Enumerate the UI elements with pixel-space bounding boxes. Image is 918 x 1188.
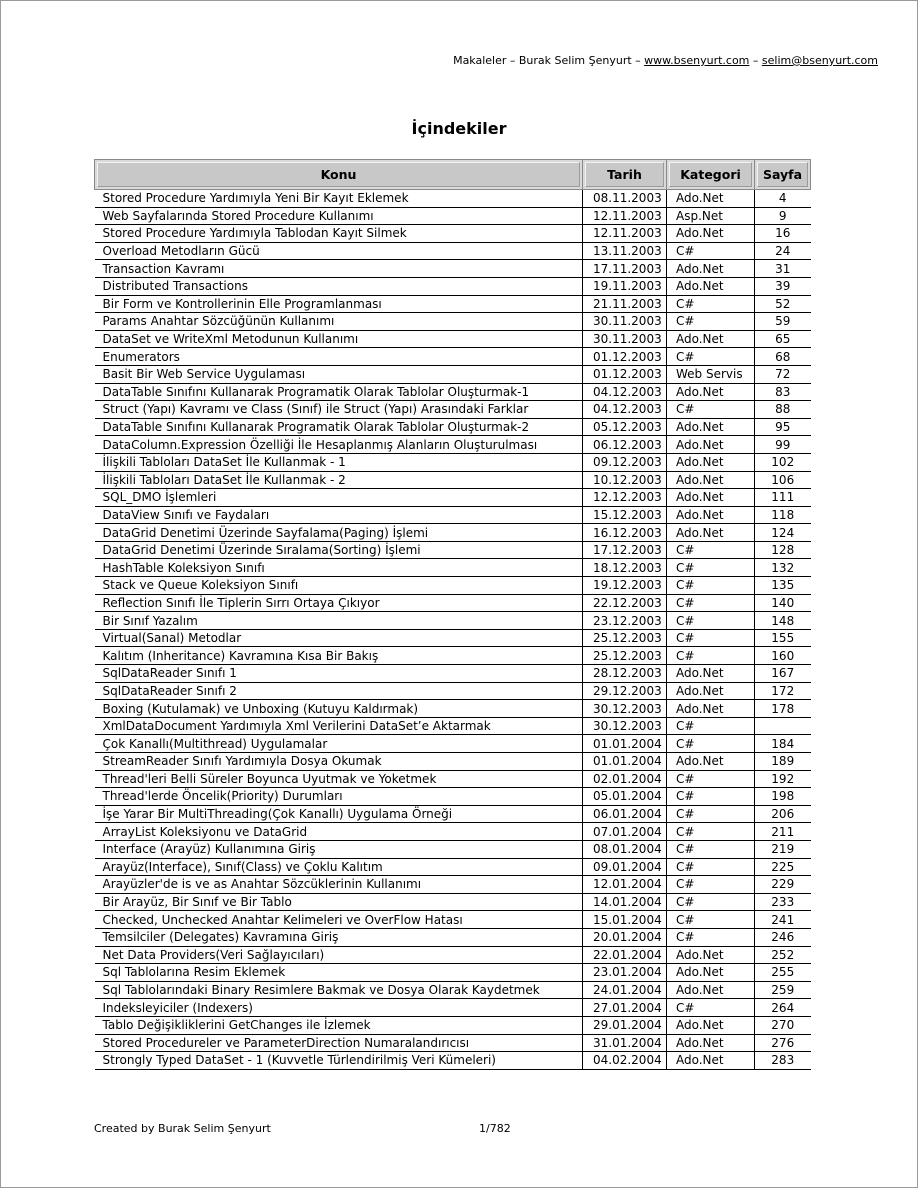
header-prefix: Makaleler – Burak Selim Şenyurt – <box>453 54 645 67</box>
table-row <box>95 383 811 401</box>
row-page-number: 124 <box>755 524 811 542</box>
row-date: 10.12.2003 <box>583 471 667 489</box>
row-topic: Overload Metodların Gücü <box>95 242 583 260</box>
row-page-number: 140 <box>755 594 811 612</box>
row-page-number: 118 <box>755 506 811 524</box>
table-row <box>95 770 811 788</box>
row-category: Web Servis <box>667 365 755 383</box>
row-date: 20.01.2004 <box>583 928 667 946</box>
row-page-number: 9 <box>755 207 811 225</box>
table-row <box>95 893 811 911</box>
row-category: C# <box>667 911 755 929</box>
row-topic: SQL_DMO İşlemleri <box>95 489 583 507</box>
row-topic: İlişkili Tabloları DataSet İle Kullanmak - 1 <box>95 453 583 471</box>
row-category: Ado.Net <box>667 436 755 454</box>
row-date: 08.11.2003 <box>583 190 667 208</box>
row-topic: Reflection Sınıfı İle Tiplerin Sırrı Ortaya Çıkıyor <box>95 594 583 612</box>
row-topic: Net Data Providers(Veri Sağlayıcıları) <box>95 946 583 964</box>
table-row <box>95 260 811 278</box>
table-row <box>95 753 811 771</box>
row-page-number: 31 <box>755 260 811 278</box>
header-topic-label: Konu <box>97 162 580 187</box>
row-topic: DataGrid Denetimi Üzerinde Sayfalama(Paging) İşlemi <box>95 524 583 542</box>
row-category: Ado.Net <box>667 383 755 401</box>
row-topic: Distributed Transactions <box>95 277 583 295</box>
row-page-number <box>755 717 811 735</box>
row-page-number: 106 <box>755 471 811 489</box>
header-page-label: Sayfa <box>757 162 808 187</box>
table-row <box>95 489 811 507</box>
row-topic: Arayüzler'de is ve as Anahtar Sözcüklerinin Kullanımı <box>95 876 583 894</box>
row-page-number: 229 <box>755 876 811 894</box>
column-header-date <box>583 160 667 190</box>
row-page-number: 178 <box>755 700 811 718</box>
row-date: 22.01.2004 <box>583 946 667 964</box>
row-page-number: 111 <box>755 489 811 507</box>
row-topic: Stored Procedureler ve ParameterDirection Numaralandırıcısı <box>95 1034 583 1052</box>
row-topic: Kalıtım (Inheritance) Kavramına Kısa Bir Bakış <box>95 647 583 665</box>
row-page-number: 192 <box>755 770 811 788</box>
row-category: C# <box>667 559 755 577</box>
row-topic: Temsilciler (Delegates) Kavramına Giriş <box>95 928 583 946</box>
row-category: Ado.Net <box>667 418 755 436</box>
table-row <box>95 242 811 260</box>
row-date: 14.01.2004 <box>583 893 667 911</box>
row-topic: DataGrid Denetimi Üzerinde Sıralama(Sorting) İşlemi <box>95 541 583 559</box>
row-page-number: 172 <box>755 682 811 700</box>
header-date-label: Tarih <box>585 162 664 187</box>
row-page-number: 241 <box>755 911 811 929</box>
row-page-number: 68 <box>755 348 811 366</box>
table-row <box>95 295 811 313</box>
row-category: C# <box>667 823 755 841</box>
table-row <box>95 524 811 542</box>
table-row <box>95 559 811 577</box>
row-page-number: 39 <box>755 277 811 295</box>
row-category: Ado.Net <box>667 665 755 683</box>
table-row <box>95 665 811 683</box>
row-date: 01.12.2003 <box>583 348 667 366</box>
row-page-number: 167 <box>755 665 811 683</box>
row-topic: Bir Form ve Kontrollerinin Elle Programlanması <box>95 295 583 313</box>
row-category: C# <box>667 858 755 876</box>
row-category: C# <box>667 629 755 647</box>
row-category: Ado.Net <box>667 524 755 542</box>
table-row <box>95 277 811 295</box>
row-category: C# <box>667 735 755 753</box>
row-page-number: 88 <box>755 401 811 419</box>
row-date: 02.01.2004 <box>583 770 667 788</box>
row-date: 12.12.2003 <box>583 489 667 507</box>
table-row <box>95 365 811 383</box>
row-topic: Params Anahtar Sözcüğünün Kullanımı <box>95 313 583 331</box>
row-date: 04.12.2003 <box>583 401 667 419</box>
row-page-number: 132 <box>755 559 811 577</box>
row-page-number: 206 <box>755 805 811 823</box>
row-topic: DataTable Sınıfını Kullanarak Programatik Olarak Tablolar Oluşturmak-2 <box>95 418 583 436</box>
row-topic: Çok Kanallı(Multithread) Uygulamalar <box>95 735 583 753</box>
table-row <box>95 682 811 700</box>
row-date: 15.01.2004 <box>583 911 667 929</box>
row-topic: Sql Tablolarındaki Binary Resimlere Bakmak ve Dosya Olarak Kaydetmek <box>95 981 583 999</box>
row-category: Ado.Net <box>667 277 755 295</box>
row-date: 04.12.2003 <box>583 383 667 401</box>
table-row <box>95 858 811 876</box>
row-page-number: 198 <box>755 788 811 806</box>
table-row <box>95 612 811 630</box>
row-page-number: 65 <box>755 330 811 348</box>
row-date: 08.01.2004 <box>583 840 667 858</box>
table-row <box>95 594 811 612</box>
row-topic: Thread'leri Belli Süreler Boyunca Uyutmak ve Yoketmek <box>95 770 583 788</box>
table-row <box>95 541 811 559</box>
row-date: 30.12.2003 <box>583 717 667 735</box>
row-page-number: 259 <box>755 981 811 999</box>
row-page-number: 219 <box>755 840 811 858</box>
row-category: Ado.Net <box>667 964 755 982</box>
table-row <box>95 717 811 735</box>
row-topic: Checked, Unchecked Anahtar Kelimeleri ve OverFlow Hatası <box>95 911 583 929</box>
row-category: Ado.Net <box>667 682 755 700</box>
row-category: Ado.Net <box>667 946 755 964</box>
row-date: 13.11.2003 <box>583 242 667 260</box>
row-topic: Bir Sınıf Yazalım <box>95 612 583 630</box>
row-page-number: 211 <box>755 823 811 841</box>
row-category: C# <box>667 577 755 595</box>
row-date: 06.01.2004 <box>583 805 667 823</box>
row-category: C# <box>667 717 755 735</box>
row-topic: DataTable Sınıfını Kullanarak Programatik Olarak Tablolar Oluşturmak-1 <box>95 383 583 401</box>
row-category: C# <box>667 348 755 366</box>
table-row <box>95 981 811 999</box>
row-page-number: 128 <box>755 541 811 559</box>
row-date: 15.12.2003 <box>583 506 667 524</box>
table-row <box>95 436 811 454</box>
footer-page-number: 1/782 <box>479 1122 511 1135</box>
table-row <box>95 823 811 841</box>
row-page-number: 255 <box>755 964 811 982</box>
row-category: Ado.Net <box>667 700 755 718</box>
row-page-number: 233 <box>755 893 811 911</box>
row-date: 01.01.2004 <box>583 735 667 753</box>
table-row <box>95 629 811 647</box>
table-row <box>95 911 811 929</box>
row-page-number: 276 <box>755 1034 811 1052</box>
table-row <box>95 1052 811 1070</box>
table-row <box>95 805 811 823</box>
row-topic: SqlDataReader Sınıfı 2 <box>95 682 583 700</box>
row-date: 05.12.2003 <box>583 418 667 436</box>
table-row <box>95 401 811 419</box>
row-category: Ado.Net <box>667 506 755 524</box>
row-date: 25.12.2003 <box>583 629 667 647</box>
row-date: 06.12.2003 <box>583 436 667 454</box>
row-category: C# <box>667 295 755 313</box>
table-header-row <box>95 160 811 190</box>
row-page-number: 225 <box>755 858 811 876</box>
row-category: C# <box>667 928 755 946</box>
table-row <box>95 928 811 946</box>
table-row <box>95 700 811 718</box>
row-page-number: 72 <box>755 365 811 383</box>
table-row <box>95 348 811 366</box>
row-category: C# <box>667 840 755 858</box>
row-category: Ado.Net <box>667 453 755 471</box>
contents-table <box>94 159 811 1070</box>
row-topic: Transaction Kavramı <box>95 260 583 278</box>
row-page-number: 95 <box>755 418 811 436</box>
row-page-number: 189 <box>755 753 811 771</box>
row-date: 23.01.2004 <box>583 964 667 982</box>
table-row <box>95 453 811 471</box>
row-category: Ado.Net <box>667 1034 755 1052</box>
row-topic: Sql Tablolarına Resim Eklemek <box>95 964 583 982</box>
row-page-number: 24 <box>755 242 811 260</box>
row-topic: ArrayList Koleksiyonu ve DataGrid <box>95 823 583 841</box>
table-row <box>95 788 811 806</box>
row-date: 12.01.2004 <box>583 876 667 894</box>
row-topic: Boxing (Kutulamak) ve Unboxing (Kutuyu Kaldırmak) <box>95 700 583 718</box>
row-date: 09.12.2003 <box>583 453 667 471</box>
row-category: Ado.Net <box>667 981 755 999</box>
row-category: Ado.Net <box>667 225 755 243</box>
row-date: 16.12.2003 <box>583 524 667 542</box>
table-row <box>95 577 811 595</box>
row-date: 19.11.2003 <box>583 277 667 295</box>
row-topic: İlişkili Tabloları DataSet İle Kullanmak - 2 <box>95 471 583 489</box>
table-row <box>95 471 811 489</box>
table-row <box>95 506 811 524</box>
row-topic: İşe Yarar Bir MultiThreading(Çok Kanallı) Uygulama Örneği <box>95 805 583 823</box>
row-page-number: 16 <box>755 225 811 243</box>
row-category: Ado.Net <box>667 260 755 278</box>
row-category: Ado.Net <box>667 330 755 348</box>
row-category: Ado.Net <box>667 1016 755 1034</box>
row-topic: Enumerators <box>95 348 583 366</box>
row-page-number: 283 <box>755 1052 811 1070</box>
row-topic: SqlDataReader Sınıfı 1 <box>95 665 583 683</box>
row-date: 30.12.2003 <box>583 700 667 718</box>
row-topic: DataView Sınıfı ve Faydaları <box>95 506 583 524</box>
row-category: C# <box>667 313 755 331</box>
row-date: 23.12.2003 <box>583 612 667 630</box>
row-page-number: 83 <box>755 383 811 401</box>
row-category: C# <box>667 594 755 612</box>
row-page-number: 59 <box>755 313 811 331</box>
footer-author: Created by Burak Selim Şenyurt <box>94 1122 271 1135</box>
row-date: 25.12.2003 <box>583 647 667 665</box>
row-date: 24.01.2004 <box>583 981 667 999</box>
row-page-number: 246 <box>755 928 811 946</box>
row-date: 04.02.2004 <box>583 1052 667 1070</box>
row-topic: Tablo Değişikliklerini GetChanges ile İzlemek <box>95 1016 583 1034</box>
table-body <box>95 190 811 1070</box>
email-link[interactable]: selim@bsenyurt.com <box>761 54 878 67</box>
column-header-topic <box>95 160 583 190</box>
row-category: C# <box>667 647 755 665</box>
row-category: Ado.Net <box>667 1052 755 1070</box>
row-category: Ado.Net <box>667 753 755 771</box>
row-topic: Web Sayfalarında Stored Procedure Kullanımı <box>95 207 583 225</box>
row-category: C# <box>667 541 755 559</box>
row-date: 17.11.2003 <box>583 260 667 278</box>
row-page-number: 4 <box>755 190 811 208</box>
row-topic: Basit Bir Web Service Uygulaması <box>95 365 583 383</box>
page-title: İçindekiler <box>411 119 507 138</box>
row-date: 09.01.2004 <box>583 858 667 876</box>
header-separator: – <box>749 54 762 67</box>
row-category: C# <box>667 242 755 260</box>
row-topic: DataColumn.Expression Özelliği İle Hesaplanmış Alanların Oluşturulması <box>95 436 583 454</box>
header-category-label: Kategori <box>669 162 752 187</box>
row-date: 17.12.2003 <box>583 541 667 559</box>
row-page-number: 155 <box>755 629 811 647</box>
row-category: C# <box>667 401 755 419</box>
row-topic: HashTable Koleksiyon Sınıfı <box>95 559 583 577</box>
website-link[interactable]: www.bsenyurt.com <box>644 54 750 67</box>
row-category: C# <box>667 893 755 911</box>
row-date: 28.12.2003 <box>583 665 667 683</box>
row-date: 29.01.2004 <box>583 1016 667 1034</box>
table-row <box>95 840 811 858</box>
table-row <box>95 876 811 894</box>
row-topic: Stored Procedure Yardımıyla Yeni Bir Kayıt Eklemek <box>95 190 583 208</box>
row-category: C# <box>667 805 755 823</box>
table-row <box>95 647 811 665</box>
table-row <box>95 735 811 753</box>
table-row <box>95 946 811 964</box>
row-date: 12.11.2003 <box>583 225 667 243</box>
row-topic: StreamReader Sınıfı Yardımıyla Dosya Okumak <box>95 753 583 771</box>
row-date: 30.11.2003 <box>583 313 667 331</box>
table-row <box>95 313 811 331</box>
row-category: Ado.Net <box>667 471 755 489</box>
row-date: 07.01.2004 <box>583 823 667 841</box>
row-category: Ado.Net <box>667 190 755 208</box>
row-date: 12.11.2003 <box>583 207 667 225</box>
row-topic: Bir Arayüz, Bir Sınıf ve Bir Tablo <box>95 893 583 911</box>
row-page-number: 160 <box>755 647 811 665</box>
row-category: Ado.Net <box>667 489 755 507</box>
table-row <box>95 999 811 1017</box>
row-date: 01.12.2003 <box>583 365 667 383</box>
row-date: 27.01.2004 <box>583 999 667 1017</box>
table-row <box>95 190 811 208</box>
row-date: 01.01.2004 <box>583 753 667 771</box>
table-row <box>95 1034 811 1052</box>
row-topic: Interface (Arayüz) Kullanımına Giriş <box>95 840 583 858</box>
table-row <box>95 225 811 243</box>
row-page-number: 135 <box>755 577 811 595</box>
row-page-number: 270 <box>755 1016 811 1034</box>
table-row <box>95 207 811 225</box>
row-page-number: 184 <box>755 735 811 753</box>
row-topic: XmlDataDocument Yardımıyla Xml Verilerini DataSet’e Aktarmak <box>95 717 583 735</box>
row-category: C# <box>667 876 755 894</box>
table-row <box>95 330 811 348</box>
table-row <box>95 964 811 982</box>
column-header-page <box>755 160 811 190</box>
table-row <box>95 1016 811 1034</box>
row-page-number: 252 <box>755 946 811 964</box>
row-date: 05.01.2004 <box>583 788 667 806</box>
row-topic: Virtual(Sanal) Metodlar <box>95 629 583 647</box>
row-category: Asp.Net <box>667 207 755 225</box>
row-page-number: 148 <box>755 612 811 630</box>
row-page-number: 102 <box>755 453 811 471</box>
row-date: 29.12.2003 <box>583 682 667 700</box>
row-date: 22.12.2003 <box>583 594 667 612</box>
row-date: 19.12.2003 <box>583 577 667 595</box>
running-header <box>453 54 878 67</box>
row-category: C# <box>667 788 755 806</box>
row-topic: Struct (Yapı) Kavramı ve Class (Sınıf) ile Struct (Yapı) Arasındaki Farklar <box>95 401 583 419</box>
row-date: 21.11.2003 <box>583 295 667 313</box>
row-date: 30.11.2003 <box>583 330 667 348</box>
row-topic: Strongly Typed DataSet - 1 (Kuvvetle Türlendirilmiş Veri Kümeleri) <box>95 1052 583 1070</box>
row-topic: DataSet ve WriteXml Metodunun Kullanımı <box>95 330 583 348</box>
row-page-number: 52 <box>755 295 811 313</box>
row-topic: Thread'lerde Öncelik(Priority) Durumları <box>95 788 583 806</box>
row-topic: Arayüz(Interface), Sınıf(Class) ve Çoklu Kalıtım <box>95 858 583 876</box>
row-date: 31.01.2004 <box>583 1034 667 1052</box>
row-category: C# <box>667 612 755 630</box>
row-page-number: 264 <box>755 999 811 1017</box>
row-category: C# <box>667 999 755 1017</box>
table-row <box>95 418 811 436</box>
row-page-number: 99 <box>755 436 811 454</box>
row-topic: Indeksleyiciler (Indexers) <box>95 999 583 1017</box>
row-category: C# <box>667 770 755 788</box>
row-date: 18.12.2003 <box>583 559 667 577</box>
column-header-category <box>667 160 755 190</box>
row-topic: Stack ve Queue Koleksiyon Sınıfı <box>95 577 583 595</box>
row-topic: Stored Procedure Yardımıyla Tablodan Kayıt Silmek <box>95 225 583 243</box>
